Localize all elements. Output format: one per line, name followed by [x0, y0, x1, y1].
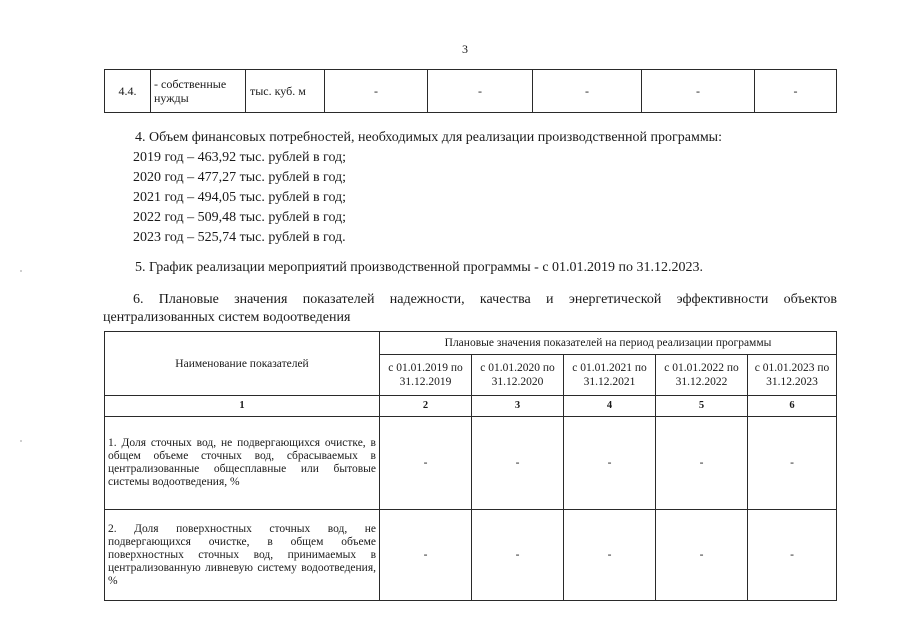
year-line: 2019 год – 463,92 тыс. рублей в год; — [133, 150, 347, 165]
column-number: 2 — [380, 396, 472, 417]
value-cell: - — [748, 417, 837, 510]
column-number: 1 — [105, 396, 380, 417]
value-cell: - — [428, 70, 533, 113]
indicators-table — [104, 331, 837, 601]
top-table — [104, 69, 837, 113]
table-header-row — [105, 332, 837, 355]
table-row — [105, 417, 837, 510]
indicator-name: 2. Доля поверхностных сточных вод, не подвергающихся очистке, в общем объеме поверхностных сточных вод, принимаемых в централизованную ливневую систему водоотведения, % — [105, 510, 380, 601]
period-header: с 01.01.2022 по 31.12.2022 — [656, 355, 748, 396]
page-number: 3 — [462, 42, 468, 56]
section6-line1: 6. Плановые значения показателей надежности, качества и энергетической эффективности объектов — [133, 292, 837, 307]
value-cell: - — [748, 510, 837, 601]
section5-text: 5. График реализации мероприятий производственной программы - с 01.01.2019 по 31.12.2023. — [135, 260, 704, 275]
row-label: - собственные нужды — [151, 70, 246, 113]
section6-paragraph — [103, 291, 837, 327]
name-column-header: Наименование показателей — [105, 332, 380, 396]
row-number: 4.4. — [105, 70, 151, 113]
value-cell: - — [755, 70, 837, 113]
period-header: с 01.01.2021 по 31.12.2021 — [564, 355, 656, 396]
value-cell: - — [472, 417, 564, 510]
value-cell: - — [325, 70, 428, 113]
section6-line2: централизованных систем водоотведения — [103, 310, 351, 325]
group-header: Плановые значения показателей на период реализации программы — [380, 332, 837, 355]
year-line: 2022 год – 509,48 тыс. рублей в год; — [133, 210, 347, 225]
indicator-name: 1. Доля сточных вод, не подвергающихся очистке, в общем объеме сточных вод, сбрасываемых в централизованные общесплавные или бытовые системы водоотведения, % — [105, 417, 380, 510]
value-cell: - — [656, 417, 748, 510]
period-header: с 01.01.2023 по 31.12.2023 — [748, 355, 837, 396]
year-line: 2020 год – 477,27 тыс. рублей в год; — [133, 170, 347, 185]
column-number-row — [105, 396, 837, 417]
value-cell: - — [564, 417, 656, 510]
value-cell: - — [564, 510, 656, 601]
scan-speck — [20, 440, 22, 442]
period-header: с 01.01.2020 по 31.12.2020 — [472, 355, 564, 396]
table-row — [105, 70, 837, 113]
value-cell: - — [642, 70, 755, 113]
row-unit: тыс. куб. м — [246, 70, 325, 113]
value-cell: - — [533, 70, 642, 113]
scan-speck — [20, 270, 22, 272]
section4-heading: 4. Объем финансовых потребностей, необходимых для реализации производственной программы: — [135, 130, 722, 145]
table-row — [105, 510, 837, 601]
value-cell: - — [380, 510, 472, 601]
value-cell: - — [472, 510, 564, 601]
value-cell: - — [656, 510, 748, 601]
year-line: 2023 год – 525,74 тыс. рублей в год. — [133, 230, 346, 245]
period-header: с 01.01.2019 по 31.12.2019 — [380, 355, 472, 396]
column-number: 5 — [656, 396, 748, 417]
column-number: 3 — [472, 396, 564, 417]
column-number: 4 — [564, 396, 656, 417]
column-number: 6 — [748, 396, 837, 417]
year-line: 2021 год – 494,05 тыс. рублей в год; — [133, 190, 347, 205]
value-cell: - — [380, 417, 472, 510]
